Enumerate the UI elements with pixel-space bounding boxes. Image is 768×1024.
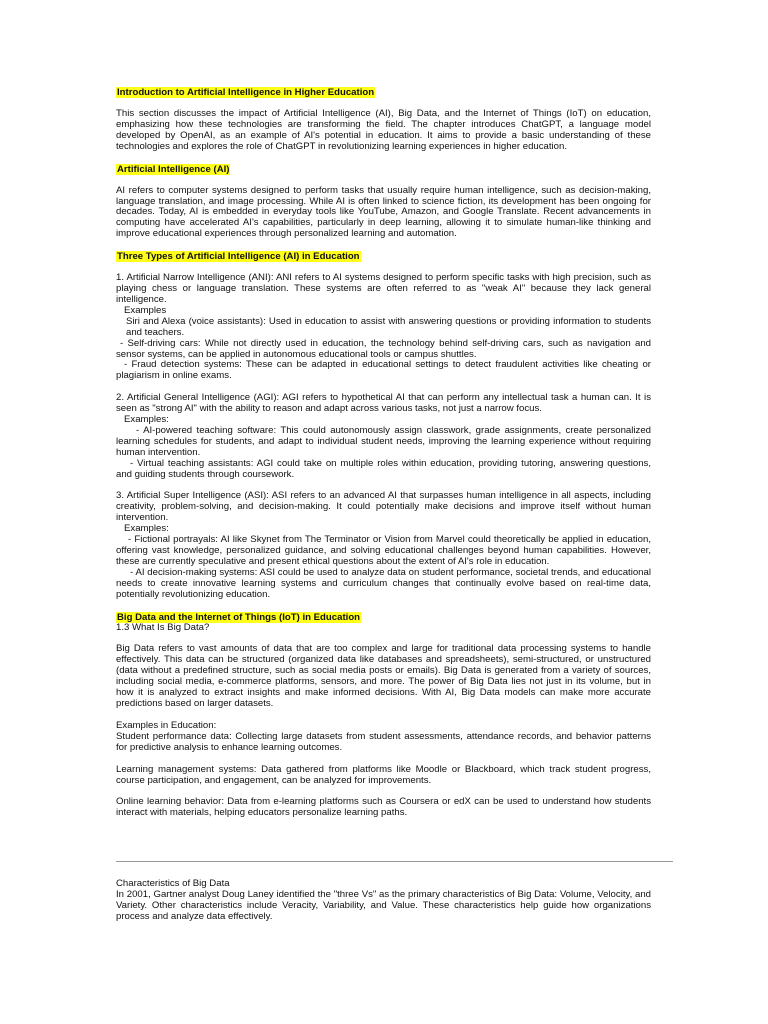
ani-examples-label: Examples — [124, 304, 167, 316]
bigdata-subheading: 1.3 What Is Big Data? — [116, 621, 210, 633]
intro-heading: Introduction to Artificial Intelligence in Higher Education — [117, 87, 375, 98]
ani-example-1: Siri and Alexa (voice assistants): Used in education to assist with answering questions or providing information to students and teachers. — [126, 315, 651, 338]
characteristics-section — [116, 879, 651, 923]
intro-paragraph: This section discusses the impact of Artificial Intelligence (AI), Big Data, and the Internet of Things (IoT) on education, emphasizing how these technologies are transforming the field. The chapter introduces ChatGPT, a language model developed by OpenAI, as an example of AI's potential in education. It aims to provide a basic understanding of these technologies and explores the role of ChatGPT in revolutionizing learning experiences in higher education. — [116, 108, 651, 152]
ani-intro: 1. Artificial Narrow Intelligence (ANI): ANI refers to AI systems designed to perform specific tasks with high precision, such as playing chess or language translation. These systems are often referred to as "weak AI" because they lack general intelligence. — [116, 272, 651, 305]
characteristics-heading: Characteristics of Big Data — [116, 878, 230, 889]
asi-example-2: - AI decision-making systems: ASI could be used to analyze data on student performance, societal trends, and educational needs to create innovative learning systems and curriculum changes that continually evolve based on real-time data, potentially revolutionizing education. — [116, 566, 651, 600]
agi-example-1: - AI-powered teaching software: This could autonomously assign classwork, grade assignments, create personalized learning schedules for students, and adapt to individual student needs, improving the learning experience without requiring human intervention. — [116, 424, 651, 458]
document-body — [116, 87, 651, 819]
agi-example-2: - Virtual teaching assistants: AGI could take on multiple roles within education, providing tutoring, answering questions, and guiding students through coursework. — [116, 457, 651, 480]
characteristics-paragraph: In 2001, Gartner analyst Doug Laney identified the "three Vs" as the primary characteristics of Big Data: Volume, Velocity, and Variety. Other characteristics include Veracity, Variability, and Value. These characteristics help guide how organizations process and analyze data effectively. — [116, 888, 651, 922]
agi-examples-label: Examples: — [124, 414, 169, 426]
ai-heading: Artificial Intelligence (AI) — [117, 163, 230, 175]
agi-intro: 2. Artificial General Intelligence (AGI): AGI refers to hypothetical AI that can perform any intellectual task a human can. It is seen as "strong AI" with the ability to reason and adapt across various tasks, not just a narrow focus. — [116, 392, 651, 415]
bigdata-examples-label: Examples in Education: — [116, 719, 217, 731]
bigdata-example-1: Student performance data: Collecting large datasets from student assessments, attendance records, and behavior patterns for predictive analysis to enhance learning outcomes. — [116, 730, 651, 753]
horizontal-divider — [116, 861, 673, 862]
types-heading: Three Types of Artificial Intelligence (AI) in Education — [117, 251, 360, 263]
bigdata-example-2: Learning management systems: Data gathered from platforms like Moodle or Blackboard, which track student progress, course participation, and engagement, can be analyzed for improvements. — [116, 763, 651, 786]
asi-intro: 3. Artificial Super Intelligence (ASI): ASI refers to an advanced AI that surpasses human intelligence in all aspects, including creativity, problem-solving, and decision-making. It could potentially make decisions and improve itself without human intervention. — [116, 490, 651, 524]
bigdata-paragraph: Big Data refers to vast amounts of data that are too complex and large for traditional data processing systems to handle effectively. This data can be structured (organized data like databases and spreadsheets), semi-structured, or unstructured (data without a predefined structure, such as social media posts or emails). Big Data is generated from a variety of sources, including social media, e-commerce platforms, sensors, and more. The power of Big Data lies not just in its volume, but in how it is analyzed to extract insights and make informed decisions. With AI, Big Data models can make more accurate predictions based on larger datasets. — [116, 643, 651, 709]
ai-paragraph: AI refers to computer systems designed to perform tasks that usually require human intelligence, such as decision-making, language translation, and image processing. While AI is often linked to science fiction, its development has been ongoing for decades. Today, AI is embedded in everyday tools like YouTube, Amazon, and Google Translate. Recent advancements in computing have accelerated AI's capabilities, particularly in deep learning, allowing it to simulate human-like thinking and improve educational experiences through personalized learning and automation. — [116, 184, 651, 240]
ani-example-3: - Fraud detection systems: These can be adapted in educational settings to detect fraudulent activities like cheating or plagiarism in online exams. — [116, 359, 651, 382]
bigdata-example-3: Online learning behavior: Data from e-learning platforms such as Coursera or edX can be used to understand how students interact with materials, helping educators personalize learning paths. — [116, 796, 651, 819]
asi-example-1: - Fictional portrayals: AI like Skynet from The Terminator or Vision from Marvel could theoretically be applied in education, offering vast knowledge, personalized guidance, and solving educational challenges beyond human capabilities. However, these are currently speculative and present ethical questions about the extent of AI's role in education. — [116, 534, 651, 567]
ani-example-2: - Self-driving cars: While not directly used in education, the technology behind self-driving cars, such as navigation and sensor systems, can be applied in autonomous educational tools or campus shuttles. — [116, 337, 651, 360]
bigdata-heading: Big Data and the Internet of Things (IoT) in Education — [117, 611, 361, 623]
asi-examples-label: Examples: — [124, 523, 169, 535]
